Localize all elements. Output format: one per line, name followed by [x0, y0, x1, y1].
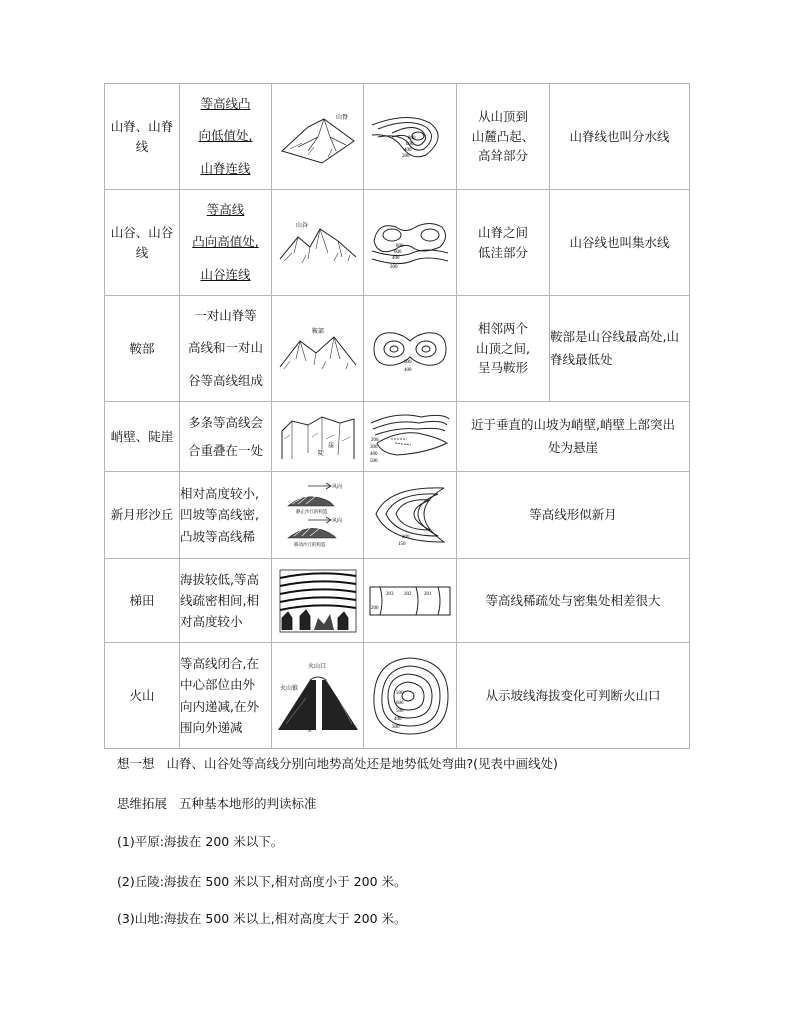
table-row [105, 296, 690, 402]
valley-contour-map [364, 190, 457, 296]
terrace-illustration [272, 559, 364, 643]
svg-text:400: 400 [404, 367, 412, 373]
landform-note: 等高线形似新月 [457, 472, 690, 559]
contour-feature: 一对山脊等 高线和一对山 谷等高线组成 [180, 296, 272, 402]
cliff-illustration [272, 402, 364, 472]
list-item: (1)平原:海拔在 200 米以下。 [117, 834, 284, 849]
svg-text:鞍部: 鞍部 [311, 328, 324, 335]
landform-description: 相邻两个 山顶之间, 呈马鞍形 [457, 296, 550, 402]
landform-note: 从示坡线海拔变化可判断火山口 [457, 643, 690, 749]
terrace-contour-map [364, 559, 457, 643]
saddle-illustration [272, 296, 364, 402]
contour-feature: 多条等高线会 合重叠在一处 [180, 402, 272, 472]
landform-description: 从山顶到 山麓凸起、 高耸部分 [457, 84, 550, 190]
table-row [105, 643, 690, 749]
svg-text:风向: 风向 [331, 485, 342, 490]
svg-text:500: 500 [396, 690, 404, 696]
svg-text:400: 400 [392, 255, 400, 261]
svg-text:203: 203 [386, 591, 394, 597]
svg-text:火山锥: 火山锥 [279, 685, 298, 692]
svg-text:山谷: 山谷 [295, 222, 308, 229]
svg-text:800: 800 [408, 135, 416, 141]
extension-label: 思维拓展 [117, 796, 168, 811]
svg-text:202: 202 [404, 591, 412, 597]
svg-text:火山通道: 火山通道 [307, 713, 312, 732]
svg-text:400: 400 [404, 147, 412, 153]
contour-feature: 相对高度较小, 凹坡等高线密, 凸坡等高线稀 [180, 472, 272, 559]
list-item: (2)丘陵:海拔在 500 米以下,相对高度小于 200 米。 [117, 874, 407, 889]
table-row [105, 190, 690, 296]
contour-feature: 海拔较低,等高 线疏密相间,相 对高度较小 [180, 559, 272, 643]
landform-name: 新月形沙丘 [105, 472, 180, 559]
svg-text:200: 200 [402, 535, 410, 540]
landform-name: 山脊、山脊线 [105, 84, 180, 190]
table-row [105, 559, 690, 643]
terrain-table [104, 83, 690, 749]
cliff-contour-map [364, 402, 457, 472]
svg-text:200: 200 [402, 153, 410, 159]
valley-illustration [272, 190, 364, 296]
svg-text:400: 400 [394, 716, 402, 722]
contour-feature: 等高线凸 向低值处, 山脊连线 [180, 84, 272, 190]
volcano-contour-map [364, 643, 457, 749]
landform-name: 梯田 [105, 559, 180, 643]
landform-note: 山脊线也叫分水线 [550, 84, 690, 190]
svg-text:200: 200 [371, 437, 379, 443]
extension-title: 五种基本地形的判读标准 [179, 796, 317, 811]
think-label: 想一想 [117, 756, 155, 771]
volcano-illustration [272, 643, 364, 749]
svg-text:300: 300 [370, 444, 378, 450]
svg-text:800: 800 [396, 243, 404, 249]
svg-text:200: 200 [390, 264, 398, 270]
think-question [117, 754, 558, 772]
table-row [105, 472, 690, 559]
landform-name: 峭壁、陡崖 [105, 402, 180, 472]
landform-description: 山脊之间 低洼部分 [457, 190, 550, 296]
landform-name: 鞍部 [105, 296, 180, 402]
landform-note: 鞍部是山谷线最高处,山脊线最低处 [550, 296, 690, 402]
svg-text:火山口: 火山口 [307, 663, 326, 670]
svg-text:500: 500 [370, 458, 378, 464]
svg-text:静止沙丘的构造: 静止沙丘的构造 [295, 509, 327, 514]
landform-note: 等高线稀疏处与密集处相差很大 [457, 559, 690, 643]
svg-text:400: 400 [370, 451, 378, 457]
svg-text:风向: 风向 [331, 519, 342, 524]
svg-text:600: 600 [404, 359, 412, 365]
landform-note: 近于垂直的山坡为峭壁,峭壁上部突出处为悬崖 [457, 402, 690, 472]
ridge-contour-map [364, 84, 457, 190]
contour-feature: 等高线 凸向高值处, 山谷连线 [180, 190, 272, 296]
ridge-illustration [272, 84, 364, 190]
contour-feature: 等高线闭合,在 中心部位由外 向内递减,在外 围向外递减 [180, 643, 272, 749]
table-row [105, 84, 690, 190]
svg-text:崖: 崖 [327, 442, 334, 449]
svg-text:500: 500 [396, 708, 404, 714]
think-question-text: 山脊、山谷处等高线分别向地势高处还是地势低处弯曲?(见表中画线处) [166, 756, 558, 771]
svg-text:陡: 陡 [317, 450, 324, 457]
svg-text:600: 600 [396, 700, 404, 706]
svg-text:山脊: 山脊 [335, 114, 348, 121]
svg-text:201: 201 [424, 591, 432, 597]
svg-text:150: 150 [398, 542, 406, 547]
extension-heading [117, 794, 317, 812]
landform-note: 山谷线也叫集水线 [550, 190, 690, 296]
svg-text:200: 200 [371, 605, 379, 611]
svg-text:600: 600 [394, 249, 402, 255]
svg-text:300: 300 [392, 724, 400, 730]
svg-text:移动沙丘的构造: 移动沙丘的构造 [293, 542, 325, 547]
saddle-contour-map [364, 296, 457, 402]
list-item: (3)山地:海拔在 500 米以上,相对高度大于 200 米。 [117, 911, 407, 926]
landform-name: 火山 [105, 643, 180, 749]
table-row [105, 402, 690, 472]
dune-contour-map [364, 472, 457, 559]
landform-name: 山谷、山谷线 [105, 190, 180, 296]
dune-illustration [272, 472, 364, 559]
svg-text:600: 600 [406, 141, 414, 147]
